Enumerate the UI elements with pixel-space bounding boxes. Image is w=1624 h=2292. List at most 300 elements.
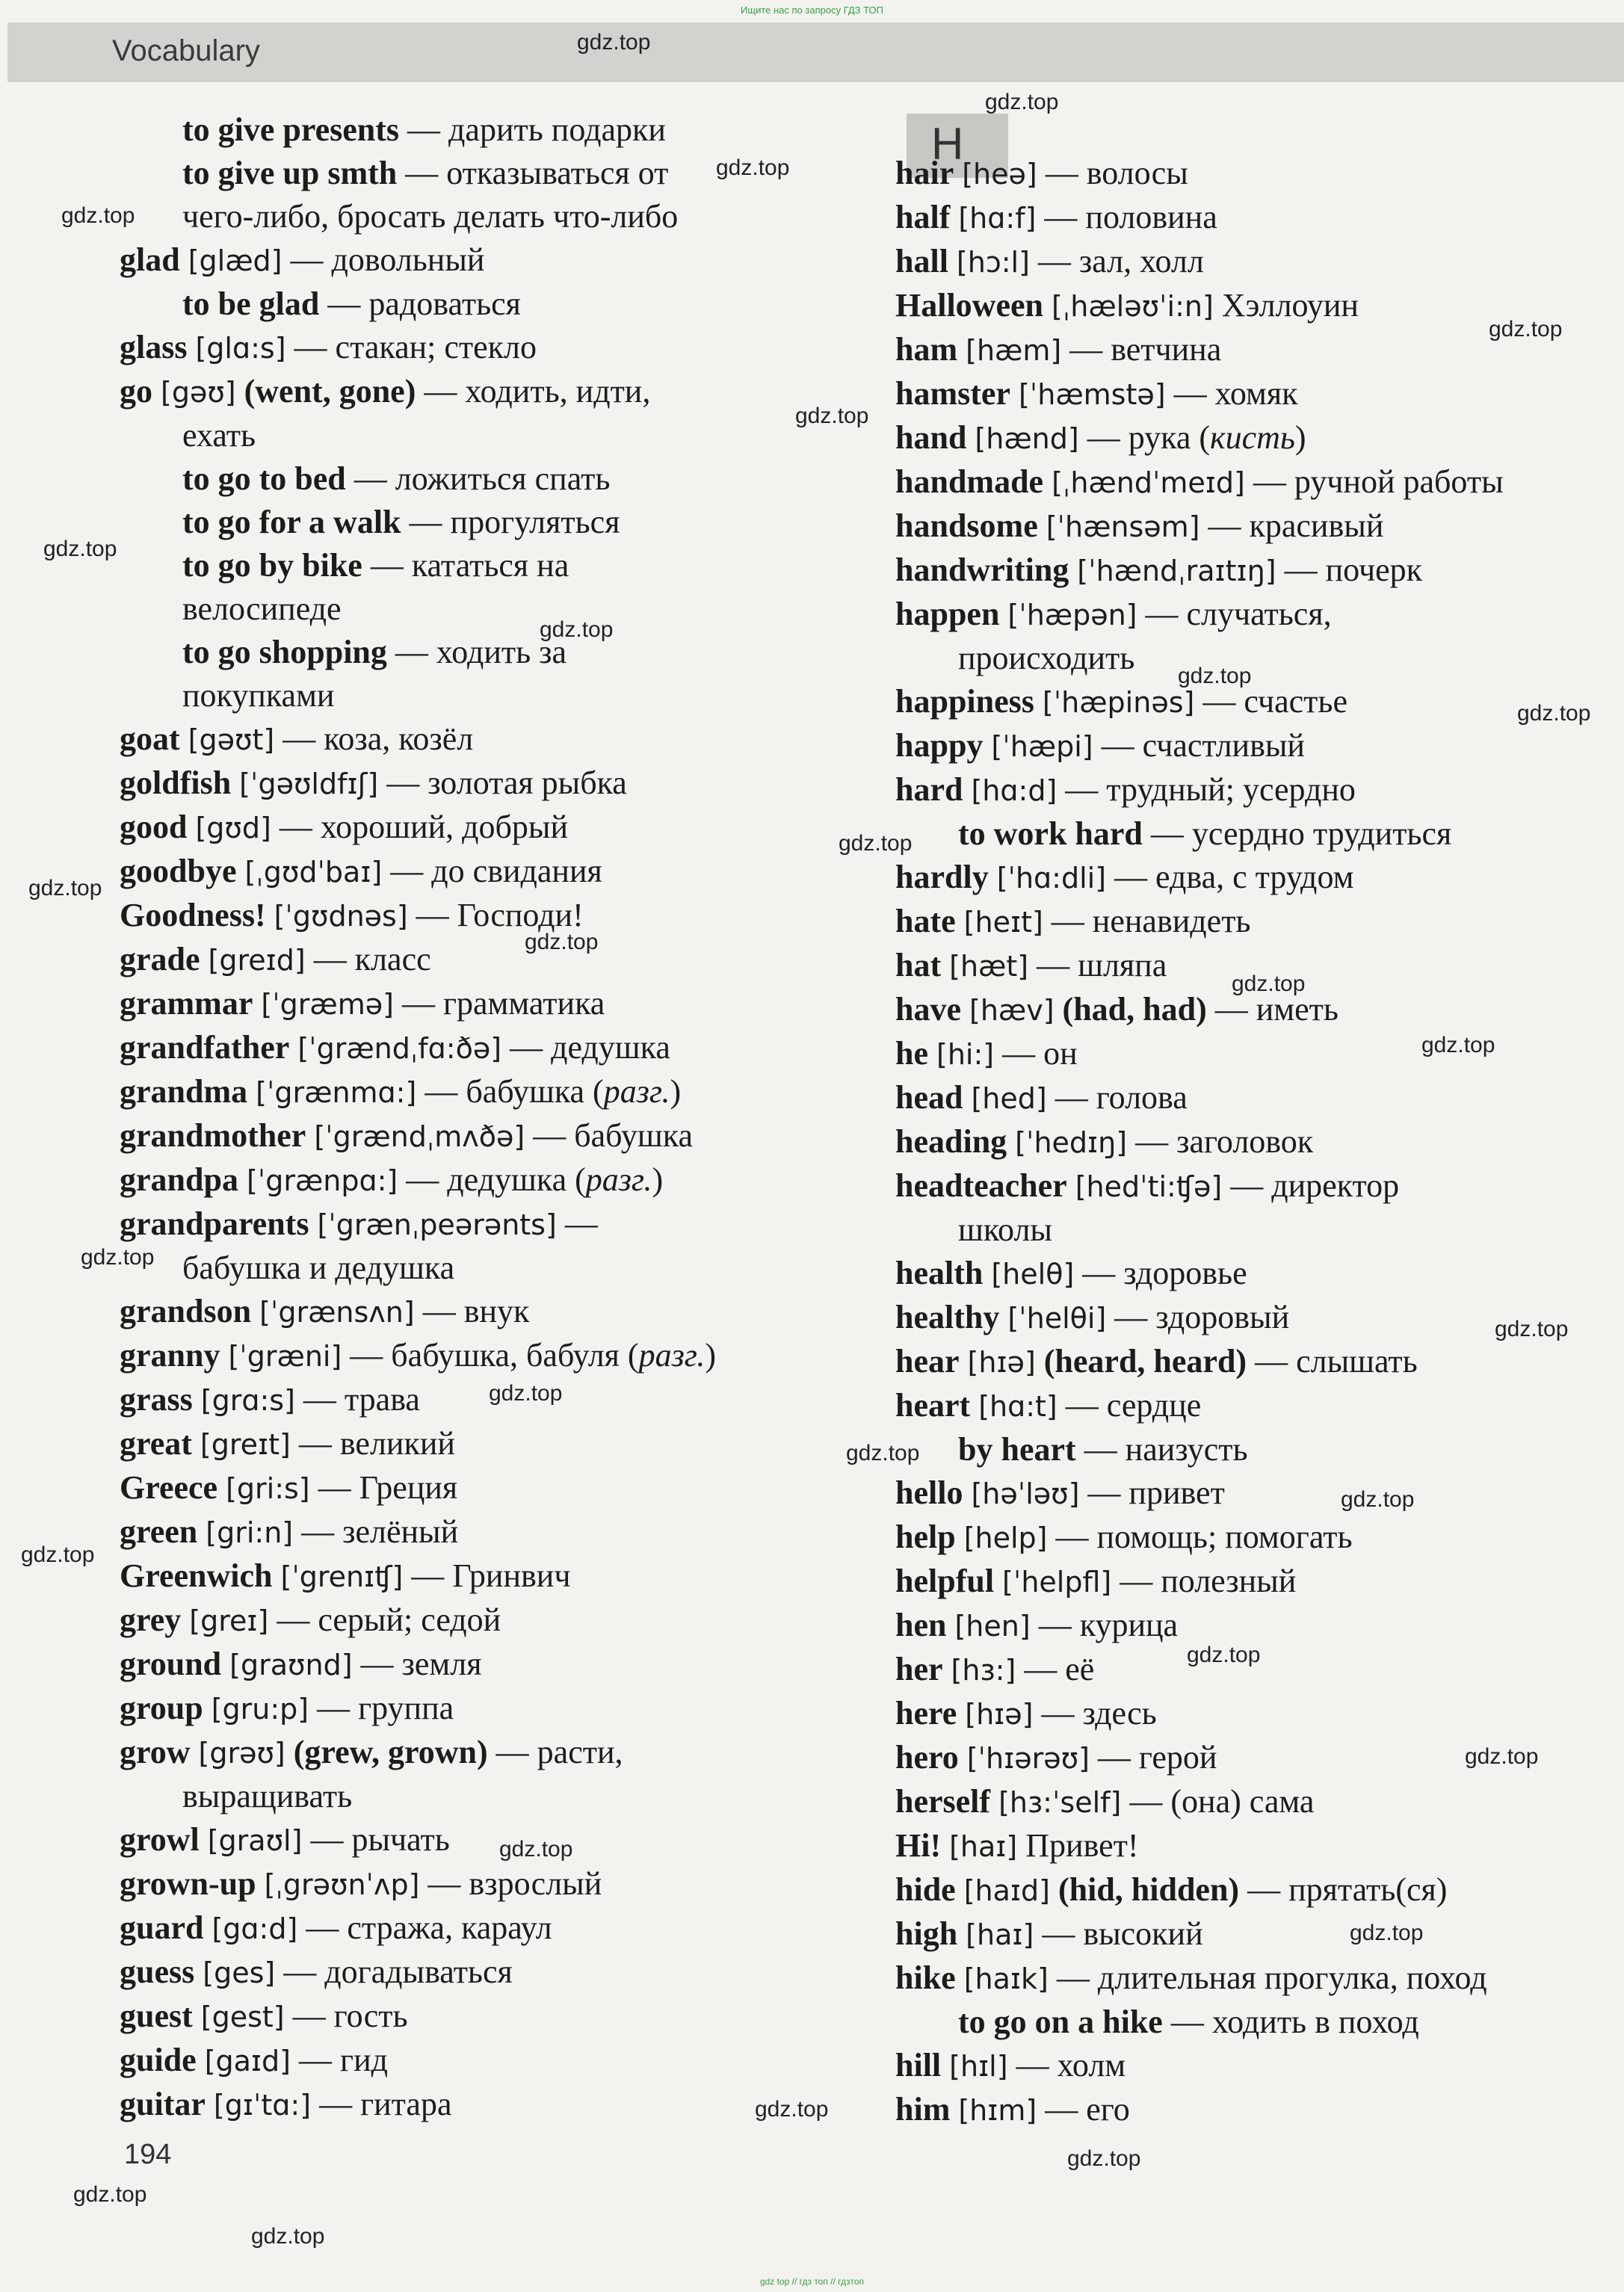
vocabulary-entry <box>895 152 1613 196</box>
vocabulary-entry <box>895 724 1613 768</box>
definition-text: — красивый <box>1200 507 1384 544</box>
headword: to be glad <box>182 285 320 322</box>
transcription: [gɑ:d] <box>212 1912 298 1945</box>
headword: hear <box>895 1343 960 1380</box>
definition-text <box>956 903 964 939</box>
transcription: [ˈgrænˌpeərənts] <box>317 1208 557 1241</box>
transcription: [ges] <box>203 1956 276 1989</box>
transcription: [haɪ] <box>966 1918 1034 1951</box>
transcription: [ˈhæpi] <box>991 730 1093 763</box>
vocabulary-entry <box>895 504 1613 549</box>
definition-text: — грамматика <box>393 985 605 1022</box>
headword: to go on a hike <box>958 2004 1163 2040</box>
definition-text: — до свидания <box>382 853 602 889</box>
definition-text: ) <box>670 1073 682 1110</box>
headword: to go for a walk <box>182 504 401 540</box>
headword: hat <box>895 947 942 983</box>
vocabulary-entry <box>120 1554 874 1598</box>
definition-text: — зал, холл <box>1029 243 1204 279</box>
headword: goat <box>120 720 180 757</box>
watermark: gdz.top <box>1489 317 1563 342</box>
transcription: [gest] <box>200 2001 285 2033</box>
transcription: [haɪd] <box>963 1874 1050 1907</box>
headword: guess <box>120 1953 195 1990</box>
definition-text: ехать <box>182 417 256 454</box>
watermark: gdz.top <box>28 876 102 901</box>
transcription: [helθ] <box>991 1258 1075 1291</box>
vocabulary-entry <box>120 544 874 587</box>
transcription: [graʊl] <box>207 1824 303 1857</box>
watermark: gdz.top <box>1465 1744 1539 1769</box>
vocabulary-entry <box>120 587 874 631</box>
right-column <box>895 108 1613 2132</box>
vocabulary-entry <box>895 1824 1613 1868</box>
definition-text <box>950 199 958 235</box>
vocabulary-entry <box>895 900 1613 944</box>
definition-text <box>956 1959 964 1996</box>
watermark: gdz.top <box>21 1542 95 1567</box>
definition-text <box>1043 463 1052 500</box>
vocabulary-entry <box>895 1384 1613 1428</box>
definition-text: ) <box>705 1337 716 1374</box>
definition-text <box>203 1909 212 1946</box>
definition-text: — герой <box>1089 1739 1217 1776</box>
vocabulary-entry <box>120 762 874 806</box>
headword: by heart <box>958 1431 1076 1468</box>
transcription: [hɜ:] <box>951 1654 1016 1687</box>
vocabulary-entry <box>120 674 874 717</box>
section-letter: H <box>931 119 964 169</box>
headword: to go by bike <box>182 547 362 584</box>
headword: hamster <box>895 375 1010 412</box>
definition-text <box>289 1029 297 1066</box>
headword: (went, gone) <box>244 373 416 410</box>
headword: hard <box>895 771 963 808</box>
vocabulary-entry <box>895 1868 1613 1912</box>
transcription: [ˈgəʊldfɪʃ] <box>239 767 379 800</box>
definition-text <box>954 155 962 191</box>
vocabulary-entry <box>120 1290 874 1334</box>
definition-text: — волосы <box>1037 155 1188 191</box>
definition-text <box>963 1474 971 1511</box>
definition-text: — счастье <box>1194 683 1347 720</box>
definition-text <box>180 720 188 757</box>
watermark: gdz.top <box>1495 1317 1569 1341</box>
headword: handmade <box>895 463 1044 500</box>
italic-note: кисть <box>1210 419 1295 456</box>
headword: hello <box>895 1474 963 1511</box>
definition-text: — иметь <box>1206 991 1339 1028</box>
vocabulary-entry <box>895 549 1613 593</box>
transcription: [gri:n] <box>206 1516 294 1549</box>
definition-text: — усердно трудиться <box>1142 815 1452 852</box>
italic-note: разг. <box>585 1161 652 1198</box>
watermark: gdz.top <box>540 617 614 642</box>
definition-text: — <box>556 1205 598 1242</box>
definition-text: — он <box>994 1035 1078 1072</box>
definition-text: — шляпа <box>1028 947 1167 983</box>
transcription: [hen] <box>954 1610 1031 1643</box>
vocabulary-entry <box>120 1026 874 1070</box>
definition-text <box>999 1299 1007 1335</box>
headword: (heard, heard) <box>1043 1343 1247 1380</box>
left-column <box>120 108 874 2127</box>
definition-text: — дедушка <box>501 1029 670 1066</box>
definition-text: — отказываться от <box>397 155 669 191</box>
definition-text: — длительная прогулка, поход <box>1048 1959 1487 1996</box>
headword: grandpa <box>120 1161 238 1198</box>
definition-text: — здесь <box>1033 1695 1157 1732</box>
transcription: [haɪ] <box>949 1830 1018 1863</box>
watermark: gdz.top <box>1178 664 1252 688</box>
vocabulary-entry <box>120 108 874 152</box>
transcription: [həˈləʊ] <box>971 1477 1080 1510</box>
definition-text <box>187 809 195 845</box>
headword: goldfish <box>120 764 232 801</box>
headword: to give up smth <box>182 155 398 191</box>
headword: guide <box>120 2042 197 2078</box>
definition-text: — его <box>1037 2091 1130 2128</box>
definition-text: — хороший, добрый <box>271 809 569 845</box>
definition-text: — расти, <box>487 1734 623 1770</box>
definition-text <box>941 1827 949 1864</box>
vocabulary-entry <box>895 1120 1613 1164</box>
vocabulary-entry <box>895 593 1613 637</box>
definition-text <box>994 1563 1002 1599</box>
transcription: [hɪə] <box>965 1698 1034 1731</box>
definition-text <box>309 1205 317 1242</box>
headword: hardly <box>895 859 989 895</box>
vocabulary-entry <box>120 631 874 674</box>
definition-text: — рычать <box>302 1821 450 1858</box>
watermark: gdz.top <box>73 2182 147 2207</box>
definition-text: — трава <box>294 1381 420 1418</box>
definition-text: — дедушка ( <box>398 1161 586 1198</box>
transcription: [greɪt] <box>200 1428 291 1461</box>
vocabulary-entry <box>895 1164 1613 1208</box>
vocabulary-entry <box>120 1466 874 1510</box>
definition-text <box>220 1337 228 1374</box>
definition-text: — стража, караул <box>297 1909 552 1946</box>
vocabulary-entry <box>120 1643 874 1687</box>
vocabulary-entry <box>120 1995 874 2039</box>
definition-text <box>999 596 1007 632</box>
headword: go <box>120 373 152 410</box>
headword: growl <box>120 1821 200 1858</box>
transcription: [ˌgrəʊnˈʌp] <box>264 1868 420 1901</box>
definition-text <box>1010 375 1019 412</box>
definition-text: — высокий <box>1034 1915 1203 1952</box>
definition-text <box>961 991 969 1028</box>
headword: hand <box>895 419 967 456</box>
headword: grandson <box>120 1293 252 1329</box>
vocabulary-entry <box>895 460 1613 504</box>
definition-text: выращивать <box>182 1778 353 1814</box>
watermark: gdz.top <box>1067 2146 1141 2171</box>
headword: hair <box>895 155 954 191</box>
transcription: [hæt] <box>949 950 1029 983</box>
headword: her <box>895 1651 943 1687</box>
transcription: [hɜ:ˈself] <box>998 1786 1122 1819</box>
headword: healthy <box>895 1299 1000 1335</box>
transcription: [ˈgrændˌfɑ:ðə] <box>297 1032 502 1065</box>
headword: handsome <box>895 507 1038 544</box>
vocabulary-entry <box>895 1208 1613 1252</box>
headword: Goodness! <box>120 897 266 933</box>
definition-text <box>193 1998 201 2034</box>
headword: group <box>120 1690 203 1726</box>
headword: goodbye <box>120 853 237 889</box>
italic-note: разг. <box>603 1073 670 1110</box>
headword: half <box>895 199 951 235</box>
definition-text <box>957 331 966 368</box>
definition-text <box>152 373 161 410</box>
headword: glass <box>120 329 188 365</box>
headword: good <box>120 809 188 845</box>
vocabulary-entry <box>120 414 874 457</box>
watermark: gdz.top <box>839 831 913 856</box>
definition-text: — здоровье <box>1074 1255 1247 1291</box>
definition-text: — группа <box>309 1690 454 1726</box>
transcription: [ˈhelθi] <box>1007 1302 1107 1335</box>
vocabulary-entry <box>120 282 874 326</box>
headword: (had, had) <box>1062 991 1207 1028</box>
headword: heading <box>895 1123 1007 1160</box>
definition-text: — зелёный <box>293 1513 459 1550</box>
definition-text <box>187 329 195 365</box>
headword: grade <box>120 941 200 977</box>
definition-text: — рука ( <box>1078 419 1210 456</box>
transcription: [help] <box>963 1522 1048 1554</box>
definition-text: ) <box>1294 419 1306 456</box>
headword: guest <box>120 1998 193 2034</box>
transcription: [gəʊt] <box>188 723 275 756</box>
vocabulary-entry <box>895 680 1613 724</box>
transcription: [ˈhɑ:dli] <box>996 862 1107 895</box>
definition-text <box>194 1953 203 1990</box>
transcription: [ˌgʊdˈbaɪ] <box>244 856 383 889</box>
vocabulary-entry <box>120 457 874 501</box>
definition-text <box>191 1734 199 1770</box>
definition-text <box>256 1865 265 1902</box>
watermark: gdz.top <box>525 930 599 954</box>
vocabulary-entry <box>120 1422 874 1466</box>
definition-text: Привет! <box>1017 1827 1139 1864</box>
vocabulary-entry <box>895 1780 1613 1824</box>
page-number: 194 <box>124 2139 172 2170</box>
definition-text <box>928 1035 936 1072</box>
definition-text <box>957 1915 966 1952</box>
definition-text: — (она) сама <box>1121 1783 1315 1820</box>
headword: health <box>895 1255 984 1291</box>
definition-text <box>946 1607 954 1643</box>
definition-text <box>950 2091 958 2128</box>
definition-text: — догадываться <box>275 1953 513 1990</box>
transcription: [hɪə] <box>967 1346 1036 1379</box>
headword: (hid, hidden) <box>1058 1871 1240 1908</box>
vocabulary-entry <box>120 195 874 238</box>
bottom-note: gdz top // гдз топ // гдзтоп <box>759 2276 865 2287</box>
transcription: [graʊnd] <box>229 1649 353 1681</box>
vocabulary-entry <box>120 1158 874 1202</box>
definition-text <box>941 947 949 983</box>
definition-text: — взрослый <box>419 1865 602 1902</box>
headword: glad <box>120 241 180 278</box>
transcription: [ˈhændˌraɪtɪŋ] <box>1077 555 1276 587</box>
definition-text: — ненавидеть <box>1043 903 1251 939</box>
definition-text: — заголовок <box>1127 1123 1314 1160</box>
transcription: [hed] <box>971 1082 1047 1115</box>
definition-text: — Греция <box>309 1469 458 1506</box>
definition-text: покупками <box>182 677 335 714</box>
definition-text: — кататься на <box>362 547 569 584</box>
definition-text: — великий <box>290 1425 455 1462</box>
vocabulary-entry <box>895 1428 1613 1471</box>
watermark: gdz.top <box>499 1837 573 1862</box>
transcription: [ˈgræni] <box>228 1340 342 1373</box>
vocabulary-entry <box>120 1598 874 1643</box>
vocabulary-entry <box>120 982 874 1026</box>
definition-text: — наизусть <box>1075 1431 1248 1468</box>
definition-text <box>957 1695 965 1732</box>
definition-text: — бабушка ( <box>416 1073 604 1110</box>
transcription: [ˌhændˈmeɪd] <box>1052 466 1245 499</box>
definition-text: — серый; седой <box>268 1601 501 1638</box>
vocabulary-entry <box>120 501 874 544</box>
watermark: gdz.top <box>795 404 869 428</box>
definition-text: Хэллоуин <box>1213 287 1359 324</box>
headword: great <box>120 1425 192 1462</box>
definition-text <box>221 1646 229 1682</box>
transcription: [hæm] <box>966 334 1062 367</box>
definition-text <box>989 859 997 895</box>
transcription: [ˈhedɪŋ] <box>1015 1126 1128 1159</box>
transcription: [hænd] <box>975 422 1079 455</box>
transcription: [ˈgrenɪʧ] <box>280 1560 404 1593</box>
vocabulary-entry <box>895 240 1613 284</box>
definition-text: — сердце <box>1057 1387 1202 1424</box>
transcription: [ˈhæmstə] <box>1018 378 1166 411</box>
watermark: gdz.top <box>755 2097 829 2122</box>
definition-text: — прятать(ся) <box>1239 1871 1448 1908</box>
watermark: gdz.top <box>846 1441 920 1465</box>
definition-text: — ходить за <box>386 634 567 670</box>
definition-text: — курица <box>1030 1607 1179 1643</box>
definition-text <box>983 1255 991 1291</box>
headword: happy <box>895 727 984 764</box>
headword: hero <box>895 1739 959 1776</box>
headword: grandmother <box>120 1117 306 1154</box>
definition-text: — едва, с трудом <box>1106 859 1354 895</box>
vocabulary-entry <box>895 1252 1613 1296</box>
transcription: [hɑ:t] <box>978 1390 1058 1423</box>
vocabulary-entry <box>120 1775 874 1818</box>
headword: green <box>120 1513 198 1550</box>
definition-text <box>956 1871 964 1908</box>
vocabulary-entry <box>895 372 1613 416</box>
transcription: [grəʊ] <box>198 1737 285 1770</box>
headword: ground <box>120 1646 222 1682</box>
definition-text: — внук <box>414 1293 530 1329</box>
definition-text <box>960 1343 968 1380</box>
vocabulary-entry <box>895 637 1613 680</box>
definition-text: — гость <box>284 1998 408 2034</box>
definition-text: — ручной работы <box>1244 463 1504 500</box>
definition-text <box>943 1651 951 1687</box>
headword: grown-up <box>120 1865 256 1902</box>
transcription: [gru:p] <box>211 1693 309 1726</box>
definition-text: — дарить подарки <box>399 111 666 148</box>
transcription: [gʊd] <box>195 812 271 844</box>
definition-text <box>990 1783 998 1820</box>
definition-text: — счастливый <box>1093 727 1305 764</box>
transcription: [ˈgrænsʌn] <box>259 1296 415 1329</box>
vocabulary-entry <box>895 812 1613 856</box>
vocabulary-entry <box>895 1076 1613 1120</box>
definition-text: — довольный <box>282 241 485 278</box>
definition-text: — бабушка <box>525 1117 694 1154</box>
definition-text <box>253 985 261 1022</box>
definition-text <box>1007 1123 1015 1160</box>
definition-text <box>970 1387 978 1424</box>
headword: to work hard <box>958 815 1143 852</box>
watermark: gdz.top <box>1517 701 1591 726</box>
transcription: [greɪd] <box>208 944 306 977</box>
top-note: Ищите нас по запросу ГДЗ ТОП <box>741 4 883 16</box>
transcription: [ˈgrændˌmʌðə] <box>314 1120 525 1153</box>
definition-text <box>1050 1871 1058 1908</box>
headword: hate <box>895 903 956 939</box>
definition-text <box>1038 507 1046 544</box>
definition-text: — помощь; помогать <box>1047 1519 1353 1555</box>
watermark: gdz.top <box>1232 972 1306 996</box>
definition-text: школы <box>958 1211 1052 1248</box>
vocabulary-entry <box>895 856 1613 900</box>
definition-text: — хомяк <box>1165 375 1298 412</box>
definition-text <box>181 1601 189 1638</box>
definition-text: — слышать <box>1247 1343 1418 1380</box>
vocabulary-entry <box>895 1692 1613 1736</box>
headword: he <box>895 1035 928 1072</box>
vocabulary-entry <box>120 1731 874 1775</box>
headword: grandma <box>120 1073 248 1110</box>
section-title: Vocabulary <box>112 34 260 67</box>
vocabulary-entry <box>895 768 1613 812</box>
definition-text: — ходить в поход <box>1162 2004 1419 2040</box>
watermark: gdz.top <box>1350 1921 1424 1945</box>
definition-text <box>236 373 244 410</box>
definition-text <box>197 1513 206 1550</box>
definition-text <box>983 727 991 764</box>
headword: hall <box>895 243 948 279</box>
vocabulary-entry <box>120 938 874 982</box>
definition-text <box>197 2042 205 2078</box>
transcription: [glæd] <box>188 244 282 277</box>
transcription: [greɪ] <box>189 1604 269 1637</box>
vocabulary-entry <box>120 1818 874 1862</box>
transcription: [gəʊ] <box>161 376 236 409</box>
definition-text: — стакан; стекло <box>285 329 537 365</box>
transcription: [hɑ:d] <box>971 774 1058 807</box>
headword: heart <box>895 1387 971 1424</box>
transcription: [heɪt] <box>963 906 1043 939</box>
transcription: [ˌhæləʊˈi:n] <box>1051 290 1214 323</box>
definition-text: — случаться, <box>1137 596 1332 632</box>
headword: hide <box>895 1871 956 1908</box>
headword: headteacher <box>895 1167 1067 1204</box>
vocabulary-entry <box>895 1032 1613 1076</box>
definition-text <box>1034 683 1043 720</box>
